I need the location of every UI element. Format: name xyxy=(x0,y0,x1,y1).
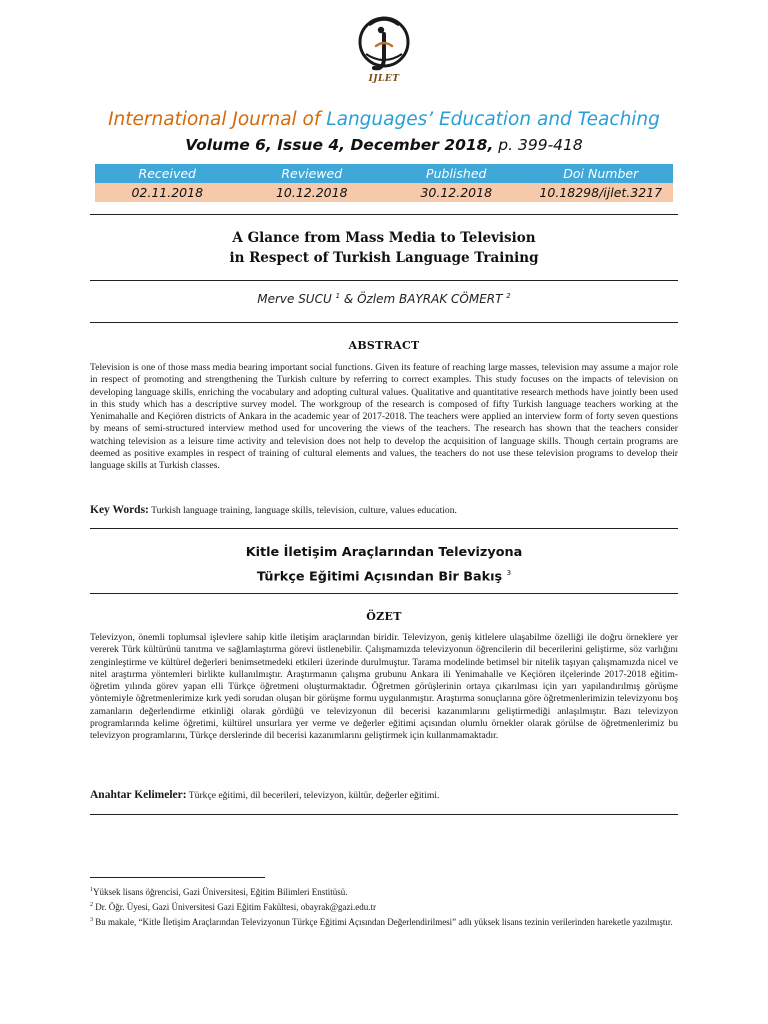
footnote-1 xyxy=(90,884,678,899)
journal-title-part1: International Journal of xyxy=(108,109,321,130)
author-2-footnote-mark: 2 xyxy=(506,292,511,300)
title-tr-footnote-mark: 3 xyxy=(506,569,512,577)
anahtar-kelimeler-text: Türkçe eğitimi, dil becerileri, televizyon, kültür, değerler eğitimi. xyxy=(188,790,440,801)
footnote-1-mark: 1 xyxy=(90,887,93,893)
authors-line xyxy=(0,292,768,306)
title-en-line1: A Glance from Mass Media to Television xyxy=(232,230,536,246)
article-title-en xyxy=(0,228,768,268)
author-separator: & xyxy=(343,292,354,306)
journal-title xyxy=(0,109,768,130)
author-1-footnote-mark: 1 xyxy=(335,292,341,300)
title-tr-line2-wrap xyxy=(0,563,768,587)
divider xyxy=(90,528,678,529)
footnote-1-text: Yüksek lisans öğrencisi, Gazi Üniversitesi, Eğitim Bilimleri Enstitüsü. xyxy=(93,887,348,897)
footnote-2-text: Dr. Öğr. Üyesi, Gazi Üniversitesi Gazi Eğitim Fakültesi, obayrak@gazi.edu.tr xyxy=(93,902,376,912)
value-doi: 10.18298/ijlet.3217 xyxy=(539,185,663,200)
article-title-tr xyxy=(0,543,768,587)
header-doi: Doi Number xyxy=(563,166,639,181)
abstract-body: Television is one of those mass media bearing important social functions. Given its feature of reaching large masses, television may assume a major role in respect of promoting and strengthening the Turkish culture by referring to correct examples. This study focuses on the impacts of television on developing language skills, enriching the vocabulary and adopting cultural values. Qualitative and quantitative research methods have jointly been used in this study which has a descriptive survey model. The workgroup of the research is composed of fifty Turkish language teachers working at the Yenimahalle and Keçiören districts of Ankara in the academic year of 2017-2018. The teachers were applied an interview form of forty seven questions by means of semi-structured interview method used for uncovering the views of the teachers. The research has shown that the teachers consider watching television as a leisure time activity and television does not help to develop the acquisition of language skills. Though certain programs are deemed as positive examples in respect of training of cultural elements and values, the teachers do not use these television programs to develop their language skills at Turkish classes. xyxy=(90,362,678,472)
journal-title-part2: Languages’ Education and Teaching xyxy=(326,109,660,130)
keywords-label: Key Words: xyxy=(90,504,149,516)
dates-table xyxy=(95,164,673,202)
footnote-3-text: Bu makale, “Kitle İletişim Araçlarından Televizyonun Türkçe Eğitimi Açısından Değerlendirilmesi” adlı yüksek lisans tezinin verilerinden hareketle yazılmıştır. xyxy=(93,917,673,927)
footnote-3-mark: 3 xyxy=(90,917,93,923)
logo-text: IJLET xyxy=(368,74,400,84)
dates-value-row xyxy=(95,183,673,202)
author-2: Özlem BAYRAK CÖMERT xyxy=(357,292,503,306)
value-received: 02.11.2018 xyxy=(131,185,204,200)
footnote-3 xyxy=(90,914,678,929)
divider xyxy=(90,214,678,215)
divider xyxy=(90,593,678,594)
anahtar-kelimeler-label: Anahtar Kelimeler: xyxy=(90,789,187,801)
page-range: p. 399-418 xyxy=(498,136,583,154)
header-received: Received xyxy=(138,166,196,181)
anahtar-kelimeler-line xyxy=(90,789,678,801)
header-published: Published xyxy=(426,166,487,181)
keywords-line xyxy=(90,504,678,516)
keywords-text: Turkish language training, language skills, television, culture, values education. xyxy=(151,505,457,516)
value-reviewed: 10.12.2018 xyxy=(275,185,348,200)
author-1: Merve SUCU xyxy=(257,292,332,306)
title-tr-line1: Kitle İletişim Araçlarından Televizyona xyxy=(245,545,523,560)
title-en-line2: in Respect of Turkish Language Training xyxy=(229,250,539,266)
footnote-rule xyxy=(90,877,265,878)
footnote-2-mark: 2 xyxy=(90,902,93,908)
value-published: 30.12.2018 xyxy=(420,185,493,200)
footnotes xyxy=(90,884,678,929)
dates-header-row xyxy=(95,164,673,183)
header-reviewed: Reviewed xyxy=(281,166,343,181)
footnote-2 xyxy=(90,899,678,914)
ozet-heading: ÖZET xyxy=(366,610,402,623)
abstract-heading: ABSTRACT xyxy=(348,339,420,352)
divider xyxy=(90,280,678,281)
ozet-body: Televizyon, önemli toplumsal işlevlere sahip kitle iletişim araçlarından biridir. Televizyon, geniş kitlelere ulaşabilme özelliği ile doğru örneklere yer vererek Türk kültürünü tanıtma ve sağlamlaştırma görevi üstlenebilir. Çalışmamızda televizyonun öğrencilerin dil becerilerini geliştirme, söz varlığını zenginleştirme ve kültürel değerleri benimsetmedeki etkileri üzerinde durulmuştur. Tarama modelinde betimsel bir nitelik taşıyan çalışmamızda nicel ve nitel araştırma yöntemleri birlikte kullanılmıştır. Araştırmanın çalışma grubunu Ankara ili Yenimahalle ve Keçiören ilçelerinde 2017-2018 eğitim-öğretim yılında görev yapan elli Türkçe öğretmeni oluşturmaktadır. Öğretmen görüşlerinin ortaya çıkarılması için yarı yapılandırılmış görüşme yöntemiyle öğretmenlerimize kırk yedi sorudan oluşan bir görüşme formu uygulanmıştır. Araştırma sonuçlarına göre öğretmenlerimizin televizyonu boş zamanların değerlendirme etkinliği olarak gördüğü ve televizyonun dil becerisi kazanımlarını geliştirmediği anlaşılmıştır. Bazı televizyon programlarında kelime öğretimi, kültürel unsurlara yer verme ve değerler eğitimi açısından olumlu örnekler olarak görülse de öğretmenlerimiz bu televizyon programlarını, Türkçe derslerinde dil becerisi kazanımlarını geliştirmek için kullanmamaktadır. xyxy=(90,632,678,742)
volume-line xyxy=(0,136,768,154)
title-tr-line2: Türkçe Eğitimi Açısından Bir Bakış xyxy=(256,569,503,585)
divider xyxy=(90,814,678,815)
volume-issue: Volume 6, Issue 4, December 2018, xyxy=(185,136,494,154)
divider xyxy=(90,322,678,323)
